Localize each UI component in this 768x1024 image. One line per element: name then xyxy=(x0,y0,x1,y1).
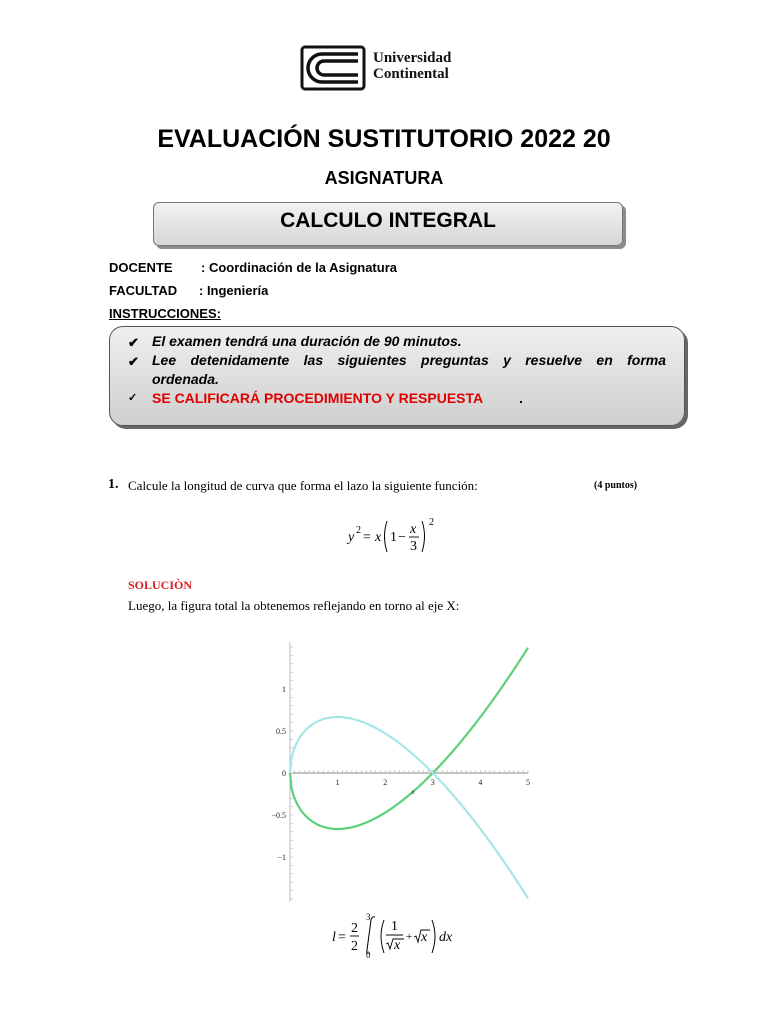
x-tick-label: 4 xyxy=(478,778,483,787)
svg-text:2: 2 xyxy=(351,921,358,936)
equation-integral xyxy=(328,910,463,960)
instruction-read-cont: ordenada. xyxy=(152,371,219,387)
y-tick-label: −0.5 xyxy=(271,811,286,820)
facultad-value: : Ingeniería xyxy=(199,283,269,298)
svg-text:y: y xyxy=(348,530,355,545)
instruction-grading: SE CALIFICARÁ PROCEDIMIENTO Y RESPUESTA xyxy=(152,390,484,406)
x-tick-label: 3 xyxy=(430,778,435,787)
instruction-read: Lee detenidamente las siguientes preguntas y resuelve en forma xyxy=(152,352,666,368)
y-tick-label: 1 xyxy=(282,685,286,694)
svg-text:1: 1 xyxy=(391,919,398,934)
svg-text:2: 2 xyxy=(356,525,361,536)
solution-text: Luego, la figura total la obtenemos reflejando en torno al eje X: xyxy=(128,598,460,613)
svg-text:x: x xyxy=(375,530,382,545)
svg-text:x: x xyxy=(421,930,428,945)
solution-label: SOLUCIÒN xyxy=(128,578,193,592)
y-tick-label: 0.5 xyxy=(276,727,286,736)
check-icon: ✔ xyxy=(128,335,139,350)
svg-text:dx: dx xyxy=(439,930,453,945)
svg-text:1: 1 xyxy=(390,530,397,545)
logo-text xyxy=(373,50,451,82)
docente-label: DOCENTE xyxy=(109,260,173,275)
svg-text:2: 2 xyxy=(351,939,358,954)
x-tick-label: 1 xyxy=(335,778,340,787)
check-icon: ✔ xyxy=(128,354,139,369)
question-points: (4 puntos) xyxy=(594,480,638,491)
check-icon: ✓ xyxy=(128,392,138,404)
equation-curve xyxy=(340,512,450,560)
y-tick-label: 0 xyxy=(282,769,286,778)
exam-title: EVALUACIÓN SUSTITUTORIO 2022 20 xyxy=(157,125,611,153)
question-number: 1. xyxy=(108,477,119,492)
series-line-1 xyxy=(290,648,528,829)
x-tick-label: 2 xyxy=(383,778,388,787)
x-axis-label: x xyxy=(411,788,415,796)
docente-value: : Coordinación de la Asignatura xyxy=(201,260,397,275)
logo-line-2: Continental xyxy=(373,66,449,82)
y-tick-label: −1 xyxy=(277,853,286,862)
logo-line-1: Universidad xyxy=(373,50,452,66)
svg-text:x: x xyxy=(410,522,417,537)
question-text: Calcule la longitud de curva que forma el lazo la siguiente función: xyxy=(128,478,478,493)
svg-text:2: 2 xyxy=(429,517,434,528)
series-line-2 xyxy=(290,717,528,898)
svg-text:−: − xyxy=(398,530,406,545)
svg-text:l: l xyxy=(332,930,336,945)
svg-text:x: x xyxy=(394,938,401,953)
curve-plot xyxy=(265,640,540,905)
instruction-duration: El examen tendrá una duración de 90 minutos. xyxy=(152,333,462,349)
subject-label: ASIGNATURA xyxy=(324,168,444,188)
svg-text:+: + xyxy=(406,931,413,943)
x-tick-label: 5 xyxy=(526,778,530,787)
svg-text:0: 0 xyxy=(366,950,371,960)
instruction-grading-period: . xyxy=(519,390,523,406)
svg-text:=: = xyxy=(363,530,371,545)
svg-text:3: 3 xyxy=(410,539,417,554)
instructions-label: INSTRUCCIONES: xyxy=(109,306,221,321)
svg-text:=: = xyxy=(338,930,346,945)
svg-text:3: 3 xyxy=(366,912,371,922)
subject-name: CALCULO INTEGRAL xyxy=(280,209,496,232)
facultad-label: FACULTAD xyxy=(109,283,178,298)
